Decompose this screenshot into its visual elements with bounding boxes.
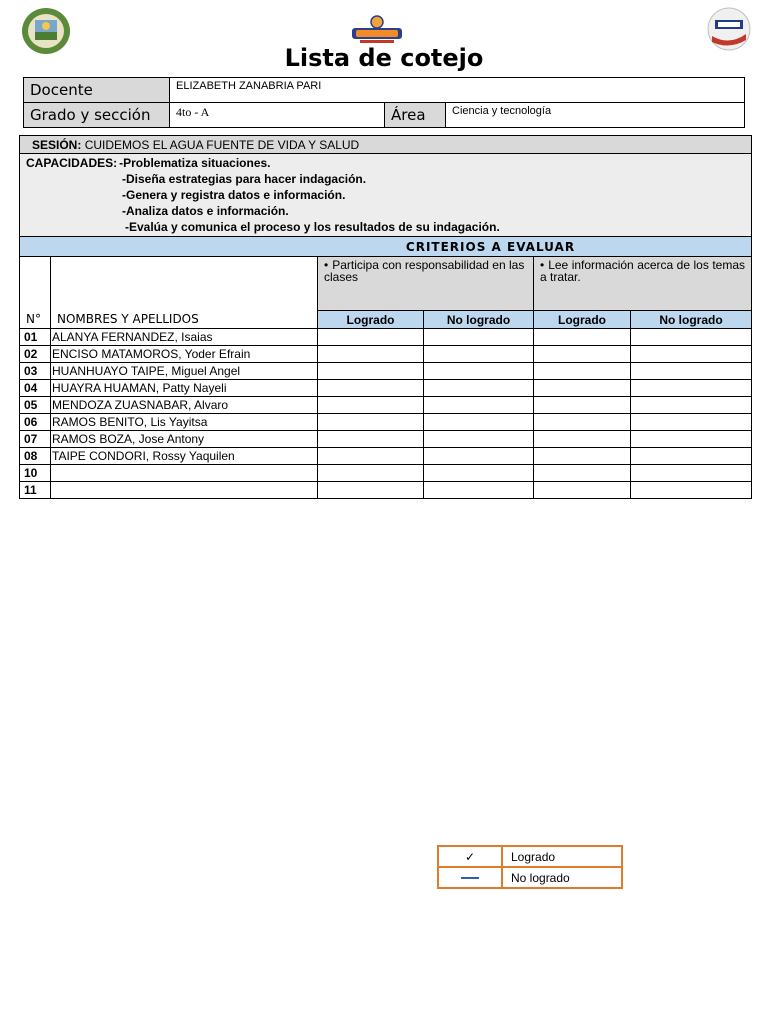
check-icon: ✓ bbox=[438, 846, 502, 867]
table-row bbox=[20, 414, 752, 431]
criterio-1-no-logrado-cell[interactable] bbox=[424, 482, 534, 499]
no-logrado-header-1: No logrado bbox=[424, 311, 534, 329]
page-title: Lista de cotejo bbox=[284, 44, 484, 72]
criterio-1-logrado-cell[interactable] bbox=[318, 397, 424, 414]
criterio-2-logrado-cell[interactable] bbox=[534, 431, 631, 448]
criterio-2-no-logrado-cell[interactable] bbox=[631, 465, 752, 482]
dash-icon bbox=[438, 867, 502, 888]
student-number: 08 bbox=[20, 448, 51, 465]
criterio-1-logrado-cell[interactable] bbox=[318, 448, 424, 465]
student-name: HUANHUAYO TAIPE, Miguel Angel bbox=[51, 363, 318, 380]
table-row bbox=[20, 431, 752, 448]
criterio-2-logrado-cell[interactable] bbox=[534, 448, 631, 465]
student-name bbox=[51, 482, 318, 499]
capacidades-label: CAPACIDADES: bbox=[26, 156, 118, 170]
no-logrado-header-2: No logrado bbox=[631, 311, 752, 329]
student-number: 03 bbox=[20, 363, 51, 380]
criterio-2-text: • Lee información acerca de los temas a tratar. bbox=[540, 259, 745, 283]
capacidad-item: -Problematiza situaciones. bbox=[119, 156, 271, 170]
student-number: 06 bbox=[20, 414, 51, 431]
criterio-2-logrado-cell[interactable] bbox=[534, 397, 631, 414]
student-name bbox=[51, 465, 318, 482]
sesion-label: SESIÓN: bbox=[32, 137, 82, 152]
student-rows bbox=[20, 329, 752, 499]
student-number: 04 bbox=[20, 380, 51, 397]
criterio-1-no-logrado-cell[interactable] bbox=[424, 448, 534, 465]
criterio-1-text: • Participa con responsabilidad en las clases bbox=[324, 259, 527, 283]
criterio-1-no-logrado-cell[interactable] bbox=[424, 414, 534, 431]
num-header: N° bbox=[20, 257, 51, 329]
criterio-2-header bbox=[534, 257, 752, 311]
table-row bbox=[20, 346, 752, 363]
student-number: 05 bbox=[20, 397, 51, 414]
table-row bbox=[20, 397, 752, 414]
grado-label: Grado y sección bbox=[24, 103, 170, 128]
table-row bbox=[20, 329, 752, 346]
criterio-2-no-logrado-cell[interactable] bbox=[631, 329, 752, 346]
criterio-2-logrado-cell[interactable] bbox=[534, 414, 631, 431]
criterio-2-logrado-cell[interactable] bbox=[534, 482, 631, 499]
logrado-header-2: Logrado bbox=[534, 311, 631, 329]
criterio-1-logrado-cell[interactable] bbox=[318, 414, 424, 431]
criterio-1-logrado-cell[interactable] bbox=[318, 329, 424, 346]
logrado-header-1: Logrado bbox=[318, 311, 424, 329]
criterio-1-no-logrado-cell[interactable] bbox=[424, 397, 534, 414]
student-number: 02 bbox=[20, 346, 51, 363]
student-number: 11 bbox=[20, 482, 51, 499]
criterio-1-logrado-cell[interactable] bbox=[318, 465, 424, 482]
student-number: 10 bbox=[20, 465, 51, 482]
criterio-2-no-logrado-cell[interactable] bbox=[631, 431, 752, 448]
legend-no-logrado: No logrado bbox=[502, 867, 622, 888]
capacidad-item: -Evalúa y comunica el proceso y los resultados de su indagación. bbox=[125, 220, 500, 234]
header-info-table bbox=[23, 77, 745, 128]
student-name: ENCISO MATAMOROS, Yoder Efrain bbox=[51, 346, 318, 363]
criterio-2-no-logrado-cell[interactable] bbox=[631, 363, 752, 380]
criterio-2-logrado-cell[interactable] bbox=[534, 380, 631, 397]
student-number: 01 bbox=[20, 329, 51, 346]
criterio-2-logrado-cell[interactable] bbox=[534, 329, 631, 346]
student-name: ALANYA FERNANDEZ, Isaias bbox=[51, 329, 318, 346]
criterios-heading: CRITERIOS A EVALUAR bbox=[20, 237, 752, 257]
sesion-row bbox=[20, 136, 752, 154]
student-number: 07 bbox=[20, 431, 51, 448]
area-value: Ciencia y tecnología bbox=[446, 103, 745, 128]
student-name: RAMOS BENITO, Lis Yayitsa bbox=[51, 414, 318, 431]
sesion-value: CUIDEMOS EL AGUA FUENTE DE VIDA Y SALUD bbox=[84, 137, 360, 152]
criterio-1-no-logrado-cell[interactable] bbox=[424, 465, 534, 482]
criterio-2-no-logrado-cell[interactable] bbox=[631, 397, 752, 414]
criterio-2-logrado-cell[interactable] bbox=[534, 465, 631, 482]
table-row bbox=[20, 482, 752, 499]
criterio-1-logrado-cell[interactable] bbox=[318, 482, 424, 499]
criterio-1-no-logrado-cell[interactable] bbox=[424, 346, 534, 363]
student-name: RAMOS BOZA, Jose Antony bbox=[51, 431, 318, 448]
docente-label: Docente bbox=[24, 78, 170, 103]
criterio-1-no-logrado-cell[interactable] bbox=[424, 380, 534, 397]
criterio-2-no-logrado-cell[interactable] bbox=[631, 448, 752, 465]
table-row bbox=[20, 363, 752, 380]
criterio-1-no-logrado-cell[interactable] bbox=[424, 329, 534, 346]
docente-value: ELIZABETH ZANABRIA PARI bbox=[170, 78, 745, 103]
criterio-1-logrado-cell[interactable] bbox=[318, 380, 424, 397]
nombres-header: NOMBRES Y APELLIDOS bbox=[51, 257, 318, 329]
criterio-1-no-logrado-cell[interactable] bbox=[424, 363, 534, 380]
student-name: TAIPE CONDORI, Rossy Yaquilen bbox=[51, 448, 318, 465]
evaluation-table bbox=[19, 135, 752, 499]
student-name: MENDOZA ZUASNABAR, Alvaro bbox=[51, 397, 318, 414]
criterio-2-logrado-cell[interactable] bbox=[534, 346, 631, 363]
capacidades-block bbox=[20, 154, 752, 237]
criterio-1-logrado-cell[interactable] bbox=[318, 346, 424, 363]
area-label: Área bbox=[385, 103, 446, 128]
criterio-2-no-logrado-cell[interactable] bbox=[631, 482, 752, 499]
criterio-1-no-logrado-cell[interactable] bbox=[424, 431, 534, 448]
criterio-2-logrado-cell[interactable] bbox=[534, 363, 631, 380]
legend-logrado: Logrado bbox=[502, 846, 622, 867]
criterio-2-no-logrado-cell[interactable] bbox=[631, 414, 752, 431]
criterio-2-no-logrado-cell[interactable] bbox=[631, 380, 752, 397]
table-row bbox=[20, 380, 752, 397]
capacidad-item: -Diseña estrategias para hacer indagación. bbox=[122, 172, 367, 186]
legend-table bbox=[437, 845, 623, 889]
criterio-2-no-logrado-cell[interactable] bbox=[631, 346, 752, 363]
criterio-1-logrado-cell[interactable] bbox=[318, 363, 424, 380]
student-name: HUAYRA HUAMAN, Patty Nayeli bbox=[51, 380, 318, 397]
completa-logo-icon bbox=[348, 14, 406, 46]
capacidad-item: -Genera y registra datos e información. bbox=[122, 188, 346, 202]
grado-value: 4to - A bbox=[170, 103, 385, 128]
table-row bbox=[20, 465, 752, 482]
criterio-1-logrado-cell[interactable] bbox=[318, 431, 424, 448]
table-row bbox=[20, 448, 752, 465]
capacidad-item: -Analiza datos e información. bbox=[122, 204, 289, 218]
criterio-1-header bbox=[318, 257, 534, 311]
